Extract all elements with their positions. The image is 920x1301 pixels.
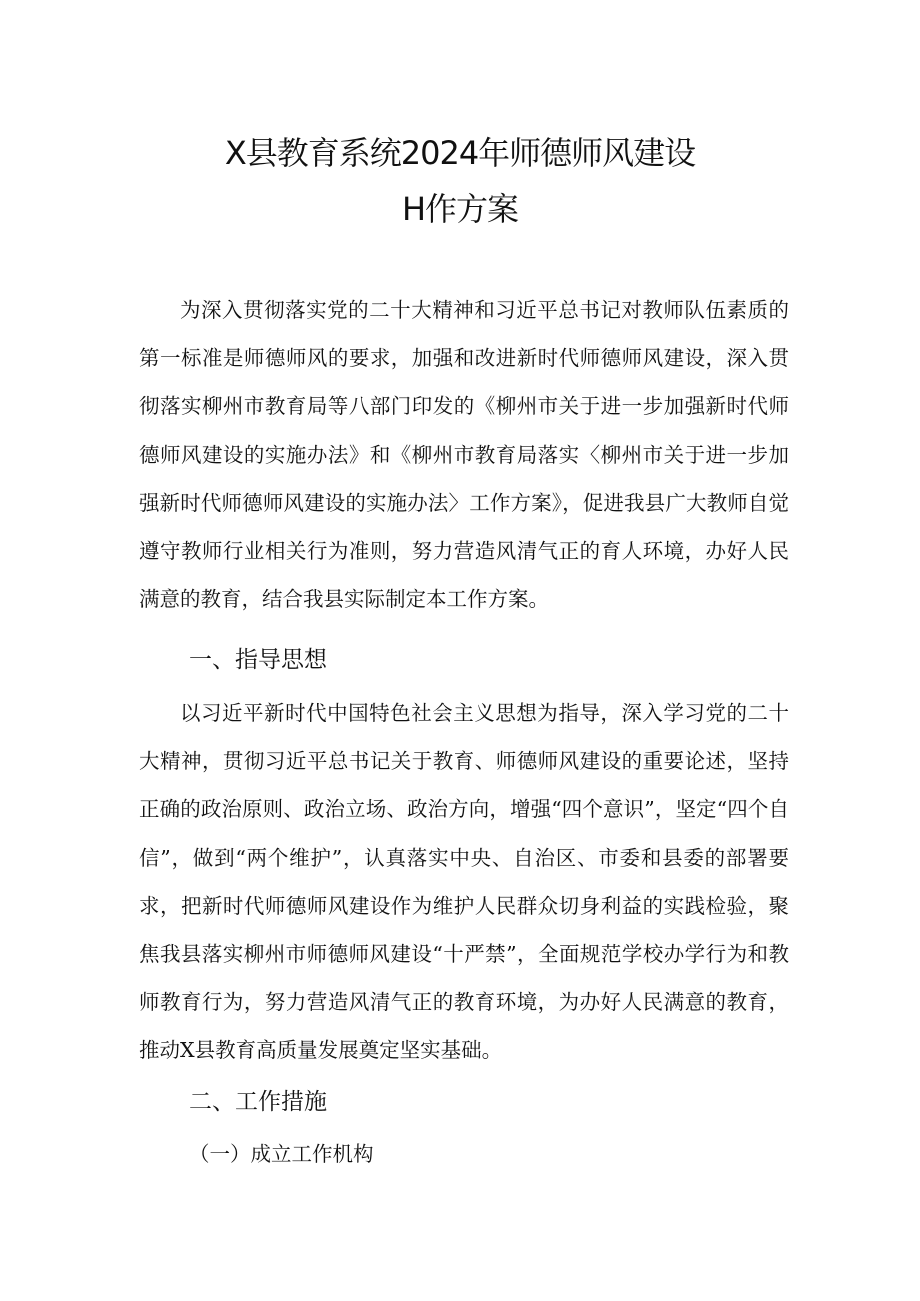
section-heading-work-measures: 二、工作措施 [189, 1089, 327, 1115]
section-heading-guiding-ideology: 一、指导思想 [189, 647, 327, 673]
intro-paragraph: 为深入贯彻落实党的二十大精神和习近平总书记对教师队伍素质的第一标准是师德师风的要求，加强和改进新时代师德师风建设，深入贯彻落实柳州市教育局等八部门印发的《柳州市关于进一步加强新时代师德师风建设的实施办法》和《柳州市教育局落实〈柳州市关于进一步加强新时代师德师风建设的实施办法〉工作方案》，促进我县广大教师自觉遵守教师行业相关行为准则，努力营造风清气正的育人环境，办好人民满意的教育，结合我县实际制定本工作方案。 [139, 298, 789, 612]
subsection-heading-working-body: （一）成立工作机构 [189, 1142, 374, 1166]
document-title-line-1: X县教育系统2024年师德师风建设 [224, 134, 696, 172]
document-title-line-2: H作方案 [401, 190, 519, 228]
guiding-ideology-paragraph: 以习近平新时代中国特色社会主义思想为指导，深入学习党的二十大精神，贯彻习近平总书记关于教育、师德师风建设的重要论述，坚持正确的政治原则、政治立场、政治方向，增强“四个意识”，坚定“四个自信”，做到“两个维护”，认真落实中央、自治区、市委和县委的部署要求，把新时代师德师风建设作为维护人民群众切身利益的实践检验，聚焦我县落实柳州市师德师风建设“十严禁”，全面规范学校办学行为和教师教育行为，努力营造风清气正的教育环境，为办好人民满意的教育，推动X县教育高质量发展奠定坚实基础。 [139, 701, 789, 1063]
